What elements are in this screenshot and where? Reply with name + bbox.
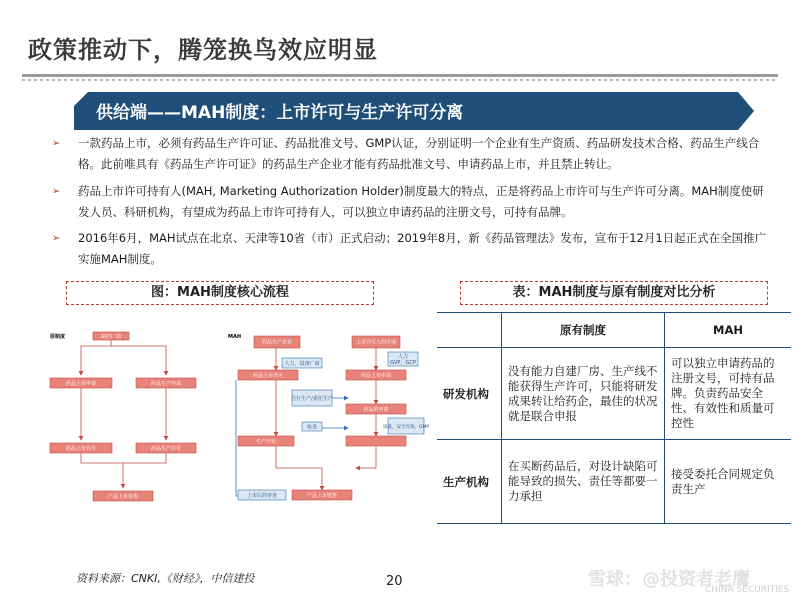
- source-note: 资料来源：CNKI,《财经》，中信建投: [76, 572, 255, 585]
- table-cell: 没有能力自建厂房、生产线不能获得生产许可，只能将研发成果转让给药企，最佳的状况就是联合申报: [502, 348, 665, 440]
- table-header-cell: [437, 313, 502, 348]
- flow-node: 药品上市申请: [360, 372, 392, 379]
- bullet-item-1: [52, 133, 772, 175]
- flow-node: 质量，安全有效，GMP: [382, 425, 430, 430]
- flow-node: 产品上市销售: [306, 492, 338, 499]
- table-row-label: 研发机构: [437, 348, 502, 440]
- flow-node: 药品上市许可: [252, 372, 284, 379]
- bullet-arrow-icon: ➢: [52, 233, 61, 244]
- page-title: 政策推动下，腾笼换鸟效应明显: [28, 36, 378, 64]
- table-row: [437, 440, 791, 524]
- watermark: 雪球：@投资者老鹰: [588, 569, 750, 590]
- flow-node: 上市后的审查: [246, 492, 278, 499]
- table-row-label: 生产机构: [437, 440, 502, 524]
- flow-node: 药品的申请: [363, 406, 389, 413]
- bullet-text: 2016年6月，MAH试点在北京、天津等10省（市）正式启动；2019年8月，新《药品管理法》发布，宣布于12月1日起正式在全国推广实施MAH制度。: [78, 231, 767, 266]
- flow-node: 生产开始: [255, 438, 277, 445]
- table-caption: 表：MAH制度与原有制度对比分析: [460, 281, 768, 305]
- page-number: 20: [386, 574, 403, 589]
- bullet-arrow-icon: ➢: [52, 138, 61, 149]
- table-cell: 可以独立申请药品的注册文号，可持有品牌。负责药品安全性、有效性和质量可控性: [665, 348, 792, 440]
- table-header-cell: 原有制度: [502, 313, 665, 348]
- bullet-arrow-icon: ➢: [52, 186, 61, 197]
- flow-node: 药品生产企业: [261, 339, 293, 346]
- flow-node: 上市许可人的申请: [355, 339, 397, 346]
- title-divider: [22, 74, 778, 77]
- table-cell: 在买断药品后，对设计缺陷可能导致的损失、责任等都要一力承担: [502, 440, 665, 524]
- title-divider-stripes: [22, 79, 778, 81]
- flow-node: 药品上市许可: [65, 445, 97, 452]
- flow-node: 自行生产/委托生产: [291, 396, 333, 402]
- flow-node: 药品生产申请: [150, 380, 182, 387]
- section-banner: 供给端——MAH制度：上市许可与生产许可分离: [96, 103, 464, 123]
- table-header-row: [437, 313, 791, 348]
- left-system-label: 原制度: [50, 334, 66, 340]
- flow-node: 人力: [397, 354, 409, 360]
- table-cell: 接受委托合同规定负责生产: [665, 440, 792, 524]
- flow-node: 检查: [306, 424, 318, 431]
- flow-node: 产品上市销售: [107, 493, 139, 500]
- bullet-text: 药品上市许可持有人(MAH, Marketing Authorization Holder)制度最大的特点，正是将药品上市许可与生产许可分离。MAH制度使研发人员、科研机构，有望成为药品上市许可持有人，可以独立申请药品的注册文号，可持有品牌。: [78, 184, 764, 219]
- table-header-cell: MAH: [665, 313, 792, 348]
- flow-node: 药品上市申请: [65, 380, 97, 387]
- figure-caption: 图：MAH制度核心流程: [66, 281, 374, 305]
- right-system-label: MAH: [228, 334, 242, 340]
- bullet-item-2: [52, 181, 772, 223]
- bullet-text: 一款药品上市，必须有药品生产许可证、药品批准文号、GMP认证，分别证明一个企业有生产资质、药品研发技术合格、药品生产线合格。此前唯具有《药品生产许可证》的药品生产企业才能有药品批准文号、申请药品上市，并且禁止转让。: [78, 136, 760, 171]
- right-flow-nodes: [238, 336, 429, 500]
- flow-node: 制药厂商: [100, 333, 122, 340]
- watermark-subtitle: CHINA SECURITIES: [705, 585, 790, 595]
- flow-node: 药品生产许可: [150, 445, 182, 452]
- table-row: [437, 348, 791, 440]
- mah-flow-diagram: [46, 318, 430, 518]
- comparison-table: [437, 312, 791, 524]
- flow-node: 人力，设备厂商: [284, 360, 320, 367]
- flow-node: GVP，GCP: [390, 360, 416, 366]
- bullet-item-3: [52, 228, 772, 270]
